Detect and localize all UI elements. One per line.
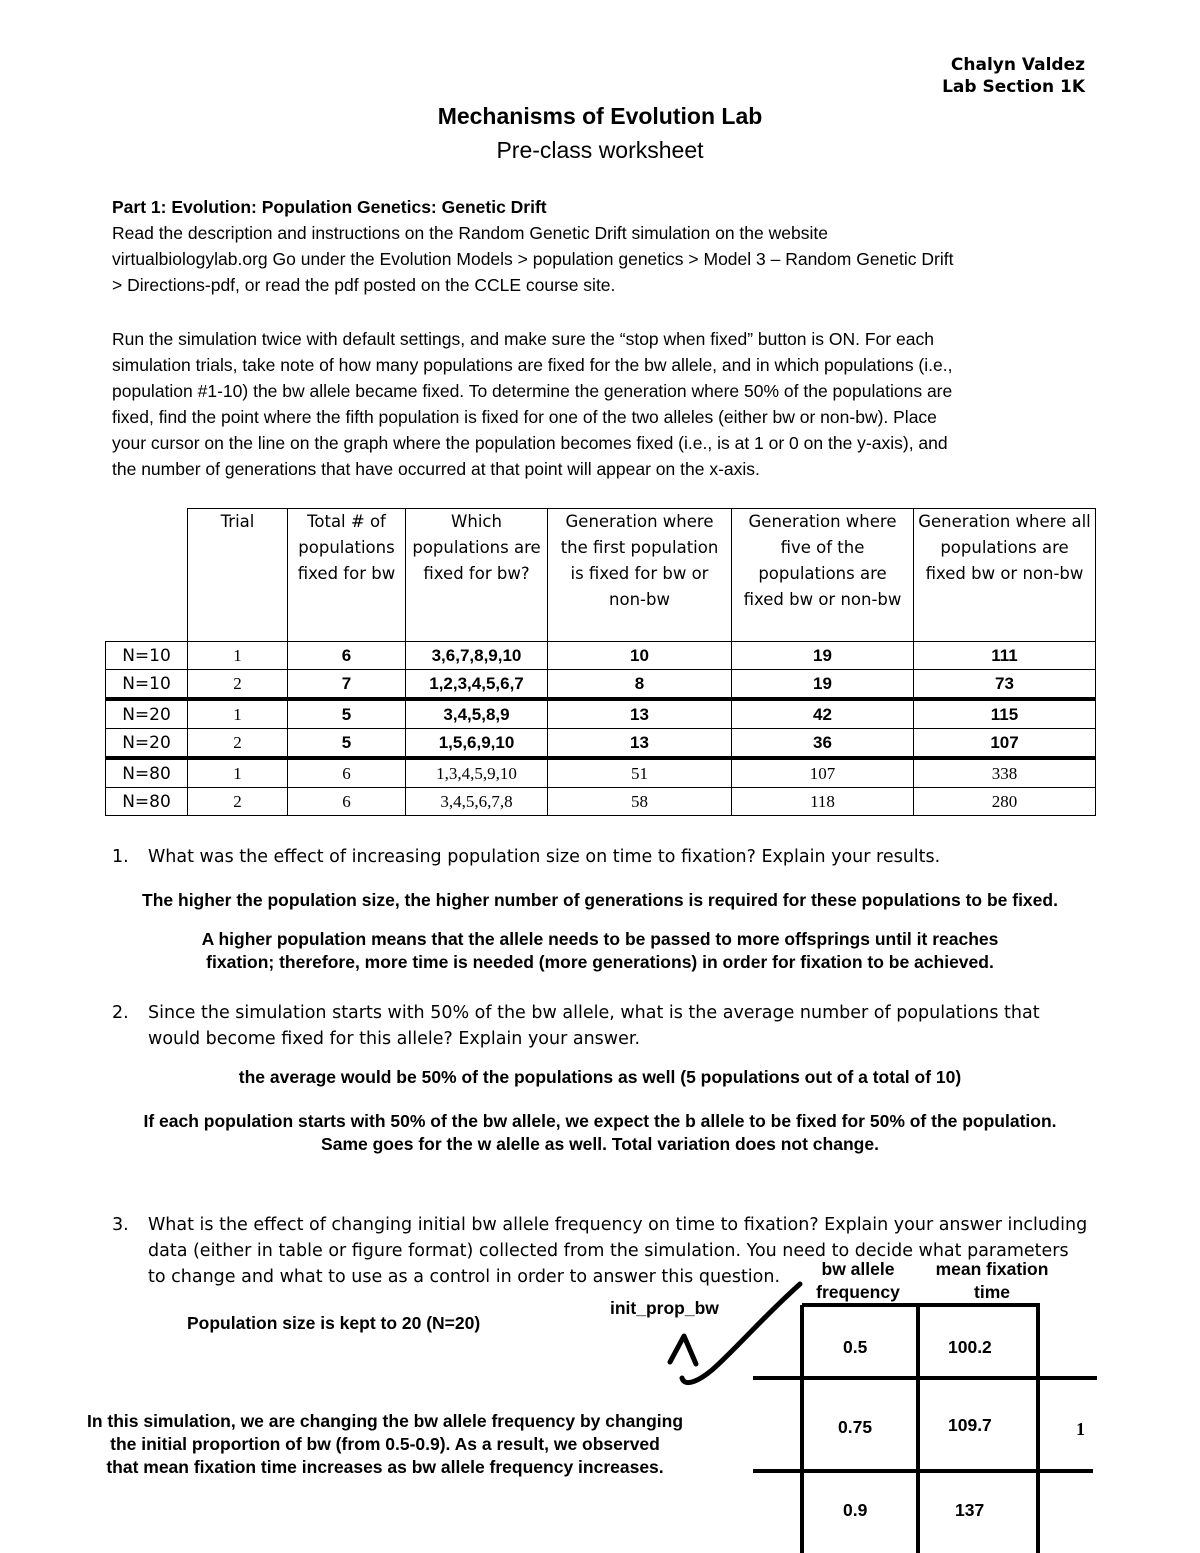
- header-line: time: [974, 1282, 1010, 1302]
- table-cell: 2: [188, 670, 288, 700]
- freq-cell: 0.9: [843, 1500, 868, 1520]
- table-cell: 1,2,3,4,5,6,7: [406, 670, 548, 700]
- table-header-cell: Generation where the first population is fixed for bw or non-bw: [548, 509, 732, 642]
- table-cell: 1: [188, 758, 288, 788]
- table-cell: 1: [188, 699, 288, 729]
- question-number: 1.: [112, 847, 129, 867]
- page-number: 1: [1076, 1419, 1085, 1439]
- table-header-cell: Which populations are fixed for bw?: [406, 509, 548, 642]
- table-cell: 13: [548, 699, 732, 729]
- instruction-line: Run the simulation twice with default settings, and make sure the “stop when fixed” button is ON. For each: [112, 329, 934, 349]
- table-cell: N=10: [106, 670, 188, 700]
- question-number: 2.: [112, 1003, 129, 1023]
- table-cell: 73: [914, 670, 1096, 700]
- freq-cell: 100.2: [948, 1337, 992, 1357]
- freq-cell: 0.75: [838, 1417, 873, 1437]
- table-row: [106, 758, 1096, 788]
- answer-2-detail: [0, 1110, 1200, 1156]
- table-row: [106, 699, 1096, 729]
- table-cell: 1,3,4,5,9,10: [406, 758, 548, 788]
- header-line: bw allele: [821, 1259, 895, 1279]
- table-cell: N=20: [106, 729, 188, 759]
- table-cell: 13: [548, 729, 732, 759]
- answer-line: The higher the population size, the higher number of generations is required for these populations to be fixed.: [142, 890, 1058, 910]
- table-row: [106, 729, 1096, 759]
- table-header-cell: Total # of populations fixed for bw: [288, 509, 406, 642]
- part1-heading: Part 1: Evolution: Population Genetics: Genetic Drift: [112, 197, 547, 217]
- instruction-line: the number of generations that have occurred at that point will appear on the x-axis.: [112, 459, 760, 479]
- table-row: [106, 670, 1096, 700]
- table-cell: N=80: [106, 758, 188, 788]
- answer-1: [0, 889, 1200, 912]
- table-cell: 3,4,5,6,7,8: [406, 788, 548, 816]
- instruction-line: your cursor on the line on the graph where the population becomes fixed (i.e., is at 1 or 0 on the y-axis), and: [112, 433, 948, 453]
- table-cell: 7: [288, 670, 406, 700]
- instructions: [112, 326, 1102, 482]
- header-line: mean fixation: [935, 1259, 1049, 1279]
- table-cell: 19: [732, 642, 914, 670]
- question-line: Since the simulation starts with 50% of the bw allele, what is the average number of populations that: [148, 1003, 1040, 1023]
- question-line: What is the effect of changing initial bw allele frequency on time to fixation? Explain your answer including: [148, 1215, 1088, 1235]
- table-cell: 2: [188, 788, 288, 816]
- answer-3: [0, 1410, 770, 1479]
- table-cell: 6: [288, 642, 406, 670]
- freq-cell: 109.7: [948, 1415, 992, 1435]
- table-cell: 1,5,6,9,10: [406, 729, 548, 759]
- page-title: Mechanisms of Evolution Lab: [437, 103, 763, 129]
- table-cell: N=10: [106, 642, 188, 670]
- table-cell: 3,4,5,8,9: [406, 699, 548, 729]
- table-cell: 115: [914, 699, 1096, 729]
- table-cell: 118: [732, 788, 914, 816]
- instruction-line: simulation trials, take note of how many populations are fixed for the bw allele, and in which populations (i.e.,: [112, 355, 953, 375]
- intro-line: virtualbiologylab.org Go under the Evolution Models > population genetics > Model 3 – Random Genetic Drift: [112, 249, 954, 269]
- page-subtitle: Pre-class worksheet: [496, 137, 704, 163]
- table-cell: 107: [914, 729, 1096, 759]
- control-note: Population size is kept to 20 (N=20): [187, 1313, 481, 1333]
- table-cell: 8: [548, 670, 732, 700]
- table-cell: 2: [188, 729, 288, 759]
- answer-line: If each population starts with 50% of the bw allele, we expect the b allele to be fixed for 50% of the population.: [143, 1111, 1057, 1131]
- table-header-cell: [106, 509, 188, 642]
- table-cell: 1: [188, 642, 288, 670]
- answer-line: the average would be 50% of the populations as well (5 populations out of a total of 10): [238, 1067, 962, 1087]
- freq-table-grid: [745, 1295, 1105, 1553]
- table-cell: 10: [548, 642, 732, 670]
- table-cell: N=80: [106, 788, 188, 816]
- answer-line: that mean fixation time increases as bw allele frequency increases.: [106, 1457, 664, 1477]
- table-row: [106, 642, 1096, 670]
- question-line: What was the effect of increasing population size on time to fixation? Explain your results.: [148, 847, 941, 867]
- table-cell: 3,6,7,8,9,10: [406, 642, 548, 670]
- answer-line: fixation; therefore, more time is needed (more generations) in order for fixation to be achieved.: [206, 952, 994, 972]
- genetic-drift-table: [105, 508, 1096, 816]
- question-number: 3.: [112, 1215, 129, 1235]
- table-cell: 36: [732, 729, 914, 759]
- question-line: would become fixed for this allele? Explain your answer.: [148, 1029, 641, 1049]
- part1-section: [112, 194, 1102, 298]
- question-line: data (either in table or figure format) collected from the simulation. You need to decide what parameters: [148, 1241, 1069, 1261]
- author-name: Chalyn Valdez: [950, 55, 1085, 75]
- table-header-cell: Trial: [188, 509, 288, 642]
- answer-line: A higher population means that the allele needs to be passed to more offsprings until it reaches: [201, 929, 999, 949]
- table-cell: 111: [914, 642, 1096, 670]
- table-cell: 42: [732, 699, 914, 729]
- table-cell: 5: [288, 699, 406, 729]
- table-cell: 6: [288, 758, 406, 788]
- table-cell: 107: [732, 758, 914, 788]
- table-header-row: [106, 509, 1096, 642]
- lab-section: Lab Section 1K: [942, 77, 1085, 97]
- table-cell: 338: [914, 758, 1096, 788]
- table-cell: 280: [914, 788, 1096, 816]
- table-cell: N=20: [106, 699, 188, 729]
- header-line: frequency: [816, 1282, 900, 1302]
- table-cell: 19: [732, 670, 914, 700]
- table-header-cell: Generation where all populations are fixed bw or non-bw: [914, 509, 1096, 642]
- question-line: to change and what to use as a control in order to answer this question.: [148, 1267, 781, 1287]
- answer-2: [0, 1066, 1200, 1089]
- table-cell: 6: [288, 788, 406, 816]
- freq-cell: 0.5: [843, 1337, 868, 1357]
- table-cell: 51: [548, 758, 732, 788]
- table-cell: 58: [548, 788, 732, 816]
- intro-line: Read the description and instructions on the Random Genetic Drift simulation on the website: [112, 223, 828, 243]
- answer-line: the initial proportion of bw (from 0.5-0.9). As a result, we observed: [110, 1434, 660, 1454]
- table-cell: 5: [288, 729, 406, 759]
- intro-line: > Directions-pdf, or read the pdf posted on the CCLE course site.: [112, 275, 616, 295]
- instruction-line: population #1-10) the bw allele became fixed. To determine the generation where 50% of the populations are: [112, 381, 953, 401]
- table-header-cell: Generation where five of the populations are fixed bw or non-bw: [732, 509, 914, 642]
- freq-cell: 137: [955, 1500, 985, 1520]
- answer-1-detail: [0, 928, 1200, 974]
- answer-line: Same goes for the w alelle as well. Total variation does not change.: [321, 1134, 879, 1154]
- answer-line: In this simulation, we are changing the bw allele frequency by changing: [86, 1411, 684, 1431]
- instruction-line: fixed, find the point where the fifth population is fixed for one of the two alleles (either bw or non-bw). Place: [112, 407, 937, 427]
- table-row: [106, 788, 1096, 816]
- param-label: init_prop_bw: [610, 1298, 719, 1318]
